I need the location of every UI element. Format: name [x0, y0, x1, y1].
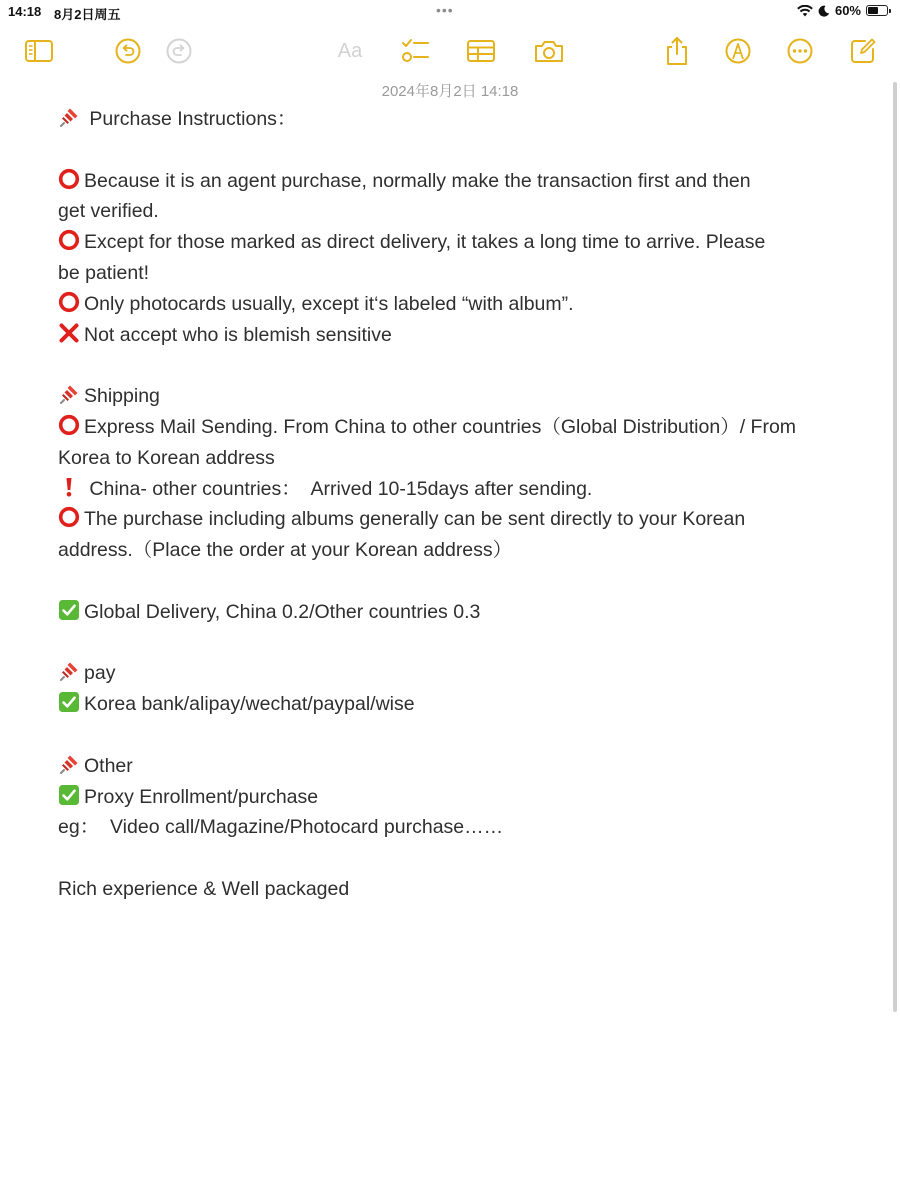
- sidebar-button[interactable]: [22, 34, 56, 68]
- note-line: [58, 597, 838, 628]
- note-line-text: Except for those marked as direct delivery, it takes a long time to arrive. Please: [84, 231, 766, 254]
- note-line: [58, 566, 838, 597]
- note-line-text: The purchase including albums generally can be sent directly to your Korean: [84, 508, 746, 531]
- note-line: [58, 381, 838, 412]
- note-line: [58, 104, 838, 135]
- multitasking-dots[interactable]: •••: [436, 2, 454, 18]
- check-box-icon: [58, 691, 80, 713]
- note-line: [58, 689, 838, 720]
- scrollbar[interactable]: [893, 82, 897, 1012]
- note-line: [58, 782, 838, 813]
- redo-icon: [165, 37, 193, 65]
- battery-level: [868, 7, 878, 14]
- note-line: [58, 412, 838, 443]
- note-line: [58, 196, 838, 227]
- note-line-text: eg： Video call/Magazine/Photocard purchase……: [58, 816, 504, 839]
- notes-toolbar: [0, 30, 900, 72]
- status-bar: [0, 0, 900, 24]
- note-line: [58, 658, 838, 689]
- markup-icon: [724, 37, 752, 65]
- note-line-text: China- other countries： Arrived 10-15days after sending.: [84, 477, 593, 500]
- table-button[interactable]: [464, 34, 498, 68]
- note-line-text: Proxy Enrollment/purchase: [84, 785, 319, 808]
- note-line-text: Express Mail Sending. From China to other countries（Global Distribution）/ From: [84, 415, 797, 438]
- pushpin-icon: [58, 753, 80, 775]
- table-icon: [466, 38, 496, 64]
- checklist-button[interactable]: [398, 34, 432, 68]
- note-line-text: Other: [84, 754, 133, 777]
- note-line: [58, 751, 838, 782]
- note-line: [58, 166, 838, 197]
- note-line-text: Korea bank/alipay/wechat/paypal/wise: [84, 693, 415, 716]
- note-line-text: get verified.: [58, 200, 159, 223]
- note-line: [58, 443, 838, 474]
- note-line-text: Not accept who is blemish sensitive: [84, 323, 392, 346]
- compose-button[interactable]: [846, 34, 880, 68]
- note-line: [58, 720, 838, 751]
- note-line: [58, 135, 838, 166]
- wifi-icon: [797, 5, 813, 17]
- note-line: [58, 350, 838, 381]
- compose-icon: [849, 37, 877, 65]
- camera-icon: [533, 38, 565, 64]
- note-body[interactable]: [58, 104, 838, 905]
- share-icon: [664, 36, 690, 66]
- red-circle-icon: [58, 414, 80, 436]
- note-line: [58, 289, 838, 320]
- sidebar-icon: [24, 39, 54, 63]
- format-label: Aa: [337, 39, 363, 62]
- note-date: 2024年8月2日 14:18: [381, 83, 519, 100]
- battery-icon: [866, 5, 888, 16]
- note-line: [58, 474, 838, 505]
- note-line: [58, 843, 838, 874]
- note-line: [58, 320, 838, 351]
- undo-button[interactable]: [111, 34, 145, 68]
- note-line-text: Rich experience & Well packaged: [58, 877, 350, 900]
- pushpin-icon: [58, 106, 80, 128]
- redo-button[interactable]: [162, 34, 196, 68]
- check-box-icon: [58, 784, 80, 806]
- red-circle-icon: [58, 291, 80, 313]
- note-line-text: Only photocards usually, except it‘s labeled “with album”.: [84, 292, 574, 315]
- note-line-text: Global Delivery, China 0.2/Other countries 0.3: [84, 600, 481, 623]
- status-indicators: [797, 3, 888, 18]
- cross-mark-icon: [58, 322, 80, 344]
- undo-icon: [114, 37, 142, 65]
- note-line-text: Korea to Korean address: [58, 446, 275, 469]
- note-line: [58, 258, 838, 289]
- note-line-text: Shipping: [84, 385, 160, 408]
- note-line: [58, 812, 838, 843]
- note-line-text: Purchase Instructions：: [84, 108, 297, 130]
- camera-button[interactable]: [532, 34, 566, 68]
- note-line: [58, 628, 838, 659]
- moon-icon: [818, 5, 830, 17]
- note-line-text: address.（Place the order at your Korean address）: [58, 539, 513, 562]
- status-time: 14:18: [8, 4, 42, 19]
- pushpin-icon: [58, 383, 80, 405]
- exclamation-icon: [58, 476, 80, 498]
- status-date: 8月2日周五: [54, 7, 121, 22]
- red-circle-icon: [58, 229, 80, 251]
- markup-button[interactable]: [721, 34, 755, 68]
- red-circle-icon: [58, 168, 80, 190]
- note-line-text: Because it is an agent purchase, normally make the transaction first and then: [84, 169, 751, 192]
- battery-percent: 60%: [834, 3, 861, 18]
- more-button[interactable]: [783, 34, 817, 68]
- check-box-icon: [58, 599, 80, 621]
- note-line: [58, 535, 838, 566]
- more-icon: [786, 37, 814, 65]
- checklist-icon: [400, 37, 430, 65]
- note-line: [58, 874, 838, 905]
- share-button[interactable]: [660, 34, 694, 68]
- note-line-text: be patient!: [58, 261, 150, 284]
- red-circle-icon: [58, 506, 80, 528]
- note-line: [58, 227, 838, 258]
- note-line: [58, 504, 838, 535]
- format-button[interactable]: [333, 34, 367, 68]
- pushpin-icon: [58, 660, 80, 682]
- note-line-text: pay: [84, 662, 116, 685]
